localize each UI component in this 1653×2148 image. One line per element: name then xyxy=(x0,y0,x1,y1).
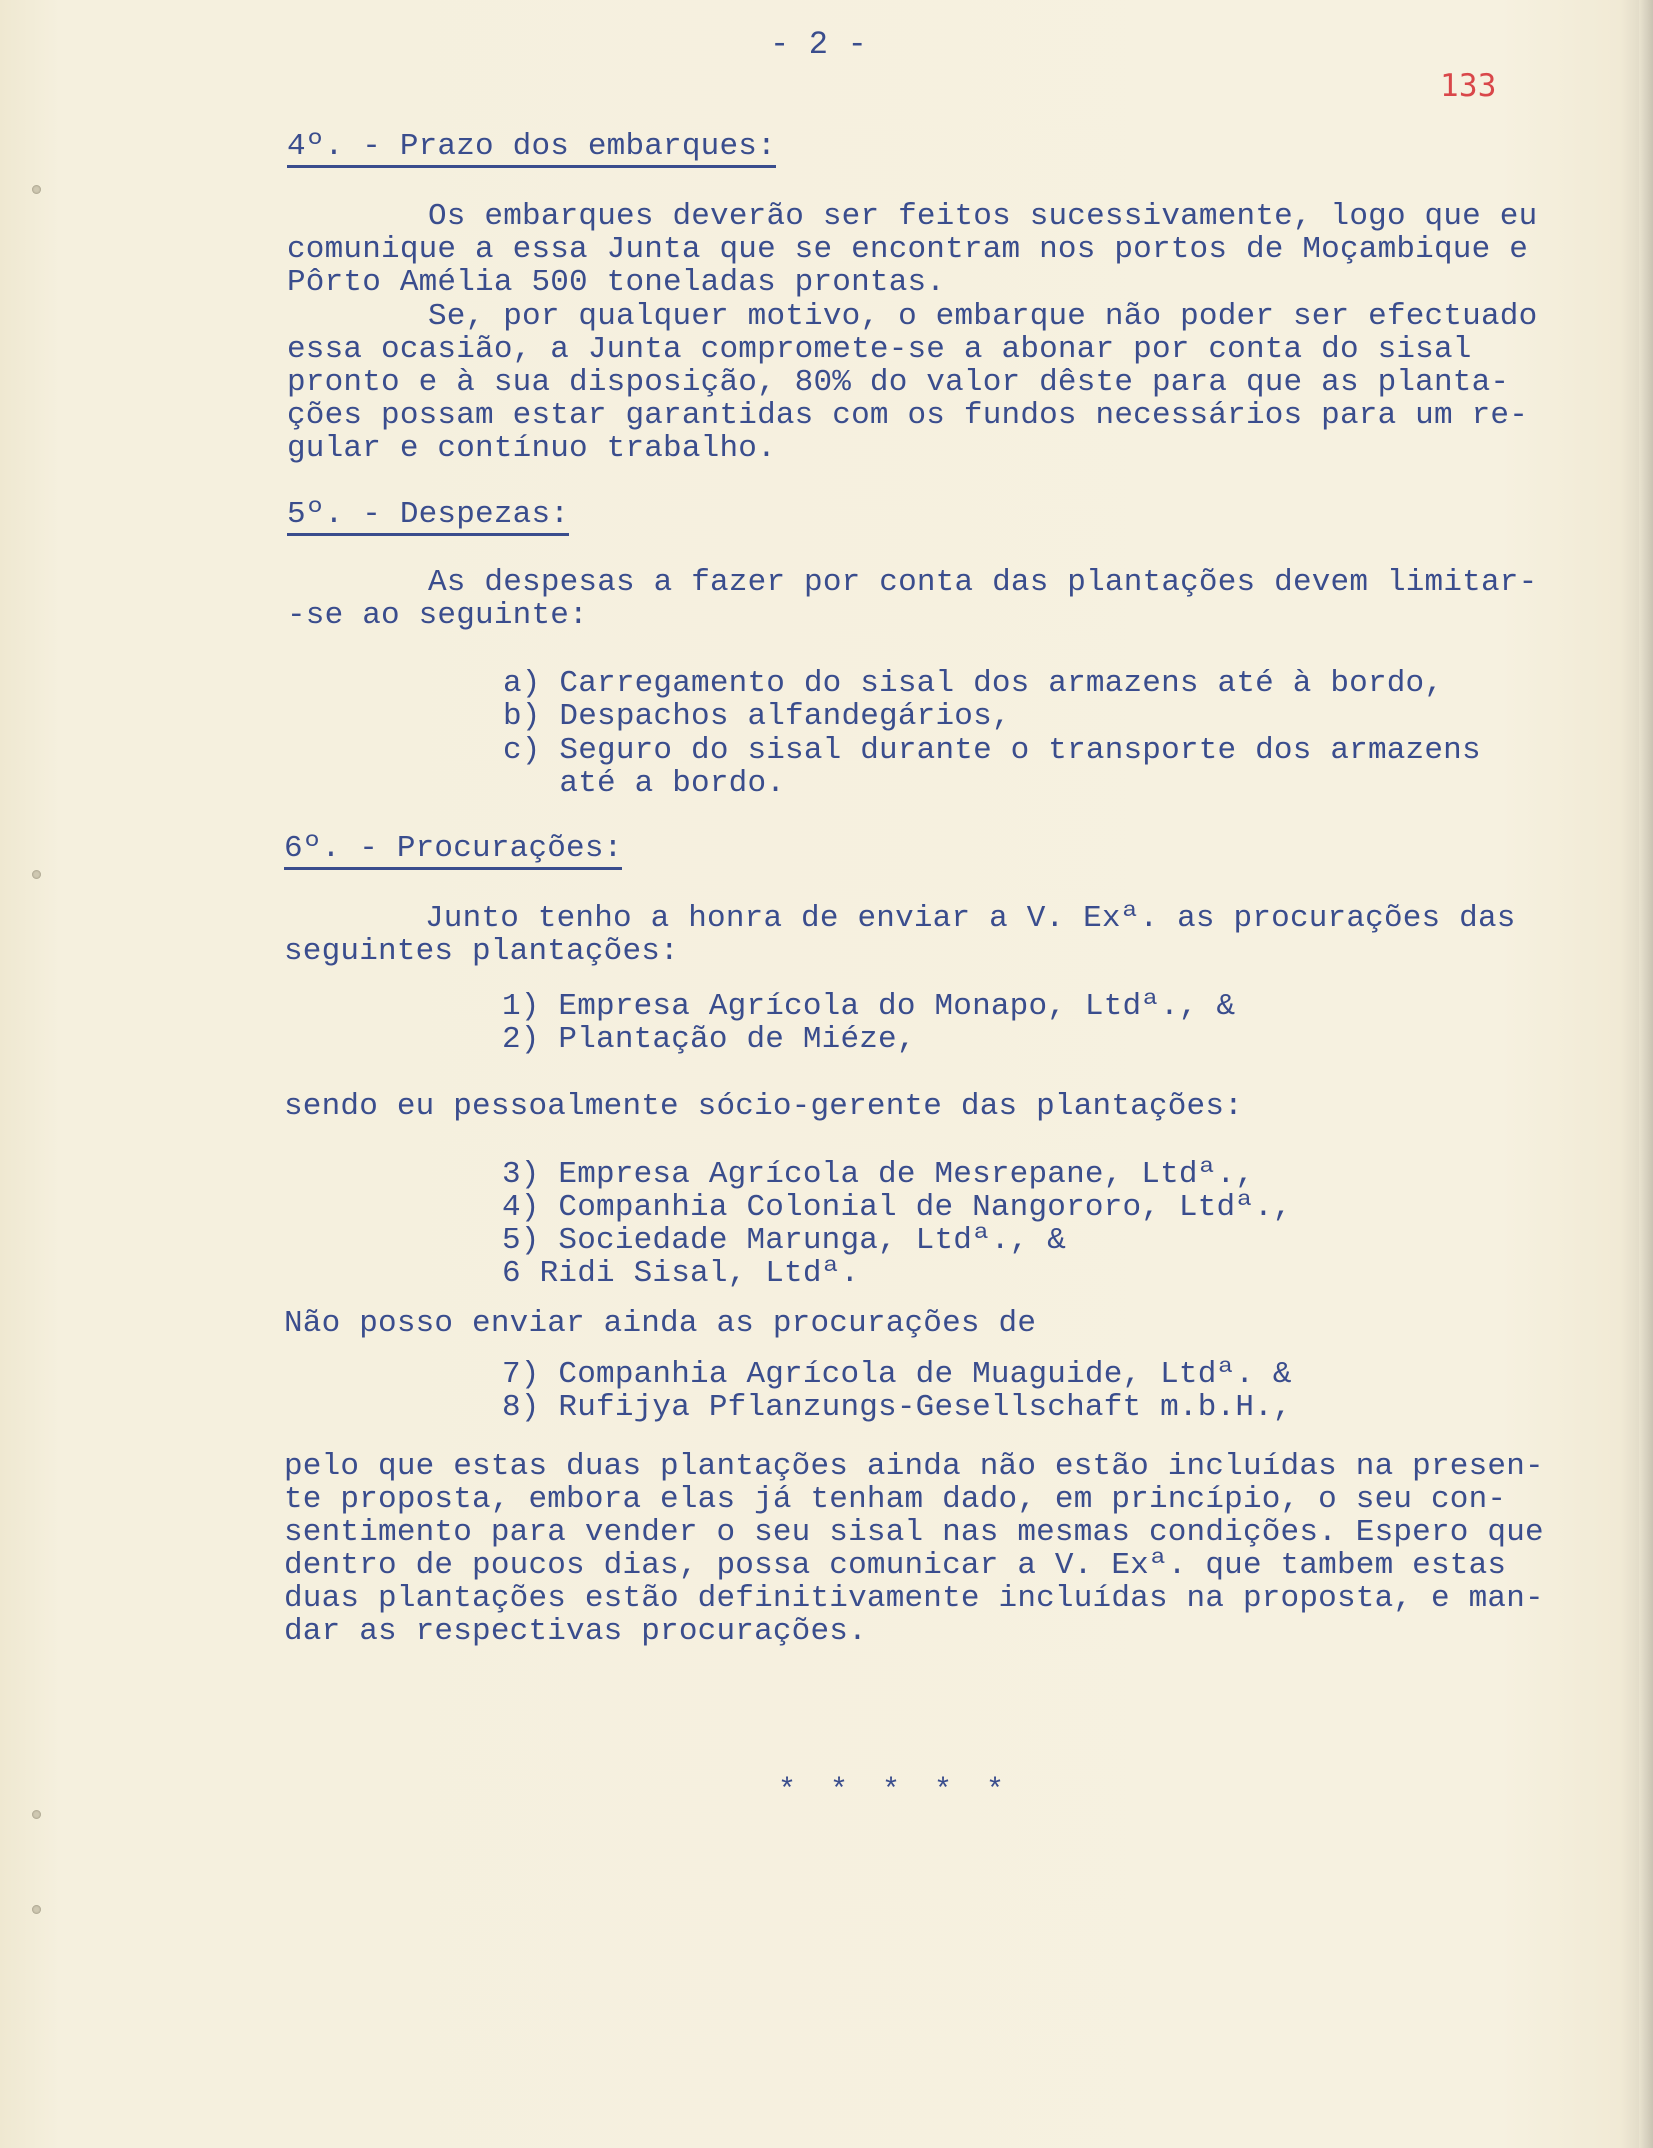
plantation-item: 2) Plantação de Miéze, xyxy=(502,1022,916,1057)
expense-item: a) Carregamento do sisal dos armazens até à bordo, xyxy=(503,666,1444,701)
section-4-line: pronto e à sua disposição, 80% do valor dêste para que as planta- xyxy=(287,365,1510,400)
binder-hole xyxy=(32,1905,41,1914)
section-6-closing-line: duas plantações estão definitivamente incluídas na proposta, e man- xyxy=(284,1581,1544,1616)
expense-item: c) Seguro do sisal durante o transporte dos armazens xyxy=(503,733,1481,768)
section-6-closing-line: dentro de poucos dias, possa comunicar a V. Exª. que tambem estas xyxy=(284,1548,1507,1583)
section-6-intro-line: seguintes plantações: xyxy=(284,934,679,969)
binder-hole xyxy=(32,870,41,879)
section-4-line: Se, por qualquer motivo, o embarque não poder ser efectuado xyxy=(428,299,1538,334)
page-number: - 2 - xyxy=(770,26,868,63)
plantation-item: 1) Empresa Agrícola do Monapo, Ltdª., & xyxy=(502,989,1236,1024)
section-4-line: Pôrto Amélia 500 toneladas prontas. xyxy=(287,265,946,300)
plantation-item: 6 Ridi Sisal, Ltdª. xyxy=(502,1256,860,1291)
plantation-item: 4) Companhia Colonial de Nangororo, Ltdª., xyxy=(502,1190,1292,1225)
section-4-line: gular e contínuo trabalho. xyxy=(287,431,776,466)
section-5-line: -se ao seguinte: xyxy=(287,598,588,633)
section-6-closing-line: sentimento para vender o seu sisal nas mesmas condições. Espero que xyxy=(284,1515,1544,1550)
binder-hole xyxy=(32,1810,41,1819)
section-6-pending-line: Não posso enviar ainda as procurações de xyxy=(284,1306,1037,1341)
expense-item: até a bordo. xyxy=(503,766,786,801)
section-6-closing-line: dar as respectivas procurações. xyxy=(284,1614,867,1649)
page-edge xyxy=(1639,0,1653,2148)
end-mark: * * * * * xyxy=(778,1774,1013,1808)
section-6-heading: 6º. - Procurações: xyxy=(284,832,622,870)
section-6-closing-line: te proposta, embora elas já tenham dado, em princípio, o seu con- xyxy=(284,1482,1507,1517)
section-6-closing-line: pelo que estas duas plantações ainda não estão incluídas na presen- xyxy=(284,1449,1544,1484)
binder-hole xyxy=(32,185,41,194)
section-4-heading: 4º. - Prazo dos embarques: xyxy=(287,130,776,168)
section-5-heading: 5º. - Despezas: xyxy=(287,498,569,536)
section-6-middle-line: sendo eu pessoalmente sócio-gerente das plantações: xyxy=(284,1089,1243,1124)
section-6-intro-line: Junto tenho a honra de enviar a V. Exª. as procurações das xyxy=(425,901,1516,936)
expense-item: b) Despachos alfandegários, xyxy=(503,699,1011,734)
archive-stamp-number: 133 xyxy=(1440,68,1497,104)
plantation-item: 8) Rufijya Pflanzungs-Gesellschaft m.b.H., xyxy=(502,1390,1292,1425)
plantation-item: 7) Companhia Agrícola de Muaguide, Ltdª. & xyxy=(502,1357,1292,1392)
section-5-line: As despesas a fazer por conta das plantações devem limitar- xyxy=(428,565,1538,600)
plantation-item: 3) Empresa Agrícola de Mesrepane, Ltdª., xyxy=(502,1157,1255,1192)
section-4-line: comunique a essa Junta que se encontram nos portos de Moçambique e xyxy=(287,232,1528,267)
section-4-line: essa ocasião, a Junta compromete-se a abonar por conta do sisal xyxy=(287,332,1472,367)
section-4-line: Os embarques deverão ser feitos sucessivamente, logo que eu xyxy=(428,199,1538,234)
plantation-item: 5) Sociedade Marunga, Ltdª., & xyxy=(502,1223,1067,1258)
section-4-line: ções possam estar garantidas com os fundos necessários para um re- xyxy=(287,398,1528,433)
